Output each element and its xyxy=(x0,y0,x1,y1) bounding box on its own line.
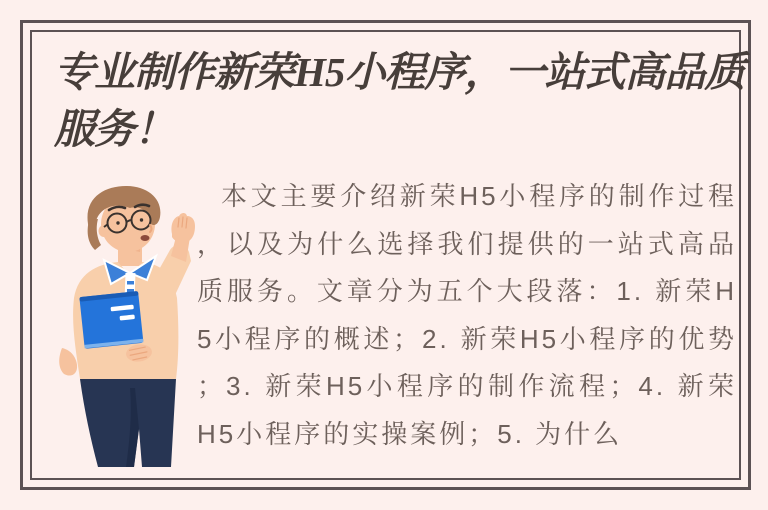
resting-hand xyxy=(59,348,77,376)
person-illustration-svg xyxy=(38,176,223,471)
head xyxy=(87,186,160,252)
person-illustration xyxy=(38,176,223,471)
pants xyxy=(80,379,176,467)
page-title-line-1: 专业制作新荣H5小程序，一站式高品质 xyxy=(54,49,745,95)
page-title-line-2: 服务！ xyxy=(54,106,174,152)
page-title xyxy=(54,44,746,158)
article-body-text: 本文主要介绍新荣H5小程序的制作过程，以及为什么选择我们提供的一站式高品质服务。文章分为五个大段落：1. 新荣H5小程序的概述；2. 新荣H5小程序的优势；3. 新荣H5小程序的制作流程；4. 新荣H5小程序的实操案例；5. 为什么 xyxy=(197,181,737,449)
blue-folder xyxy=(79,291,143,349)
mouth xyxy=(141,235,150,241)
